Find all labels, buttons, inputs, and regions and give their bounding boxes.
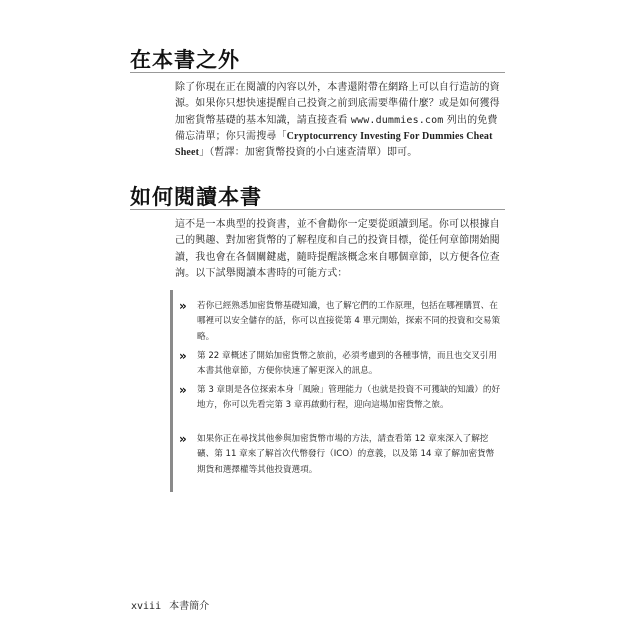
beyond-book-text-a: 除了你現在正在閱讀的內容以外，本書還附帶在網路上可以自行造訪的資源。如果你只想快速提醒自己投資之前到底需要準備什麼？或是如何獲得加密貨幣基礎的基本知識，請直接查看 — [175, 82, 500, 126]
bullet-icon: » — [179, 383, 185, 397]
bullet-icon: » — [179, 432, 185, 446]
list-item-text: 第 22 章概述了開始加密貨幣之旅前，必須考慮到的各種事情，而且也交叉引用本書其他章節，方便你快速了解更深入的訊息。 — [197, 351, 497, 377]
beyond-book-text-c: 」（暫譯：加密貨幣投資的小白速查清單）即可。 — [199, 147, 418, 159]
heading-divider — [130, 72, 505, 73]
beyond-book-text-b: 列出的免費備忘清單；你只需搜尋「 — [175, 114, 498, 142]
dummies-url: www.dummies.com — [350, 114, 444, 126]
bullet-icon: » — [179, 299, 185, 313]
bullet-icon: » — [179, 349, 185, 363]
section-title-how-to-read: 如何閱讀本書 — [130, 185, 262, 209]
list-item-text: 第 3 章則是各位探索本身「風險」管理能力（也就是投資不可獲缺的知識）的好地方，你可以先看完第 3 章再啟動行程，迎向這場加密貨幣之旅。 — [197, 385, 501, 411]
heading-divider — [130, 209, 505, 210]
list-item — [180, 432, 502, 478]
list-item — [180, 349, 502, 380]
beyond-book-paragraph — [175, 80, 505, 161]
section-title-beyond-book: 在本書之外 — [130, 48, 240, 72]
list-item — [180, 383, 502, 414]
how-to-read-intro: 這不是一本典型的投資書，並不會勸你一定要從頭讀到尾。你可以根據自己的興趣、對加密貨幣的了解程度和自己的投資目標，從任何章節開始閱讀，我也會在各個關鍵處，隨時提醒該概念來自哪個章節，以方便各位查詢。以下試舉閱讀本書時的可能方式： — [175, 219, 500, 279]
list-item — [180, 299, 502, 345]
list-item-text: 如果你正在尋找其他參與加密貨幣市場的方法，請查看第 12 章來深入了解挖礦、第 11 章來了解首次代幣發行（ICO）的意義，以及第 14 章了解加密貨幣期貨和選擇權等其他投資選項。 — [197, 434, 495, 475]
running-section-name: 本書簡介 — [169, 601, 210, 612]
list-item-text: 若你已經熟悉加密貨幣基礎知識，也了解它們的工作原理，包括在哪裡購買、在哪裡可以安全儲存的話，你可以直接從第 4 單元開始，探索不同的投資和交易策略。 — [197, 301, 501, 342]
cheat-sheet-search-term: Cryptocurrency Investing For Dummies Cheat Sheet — [175, 130, 493, 159]
page-footer — [131, 597, 209, 612]
page-number: xviii — [131, 601, 162, 612]
